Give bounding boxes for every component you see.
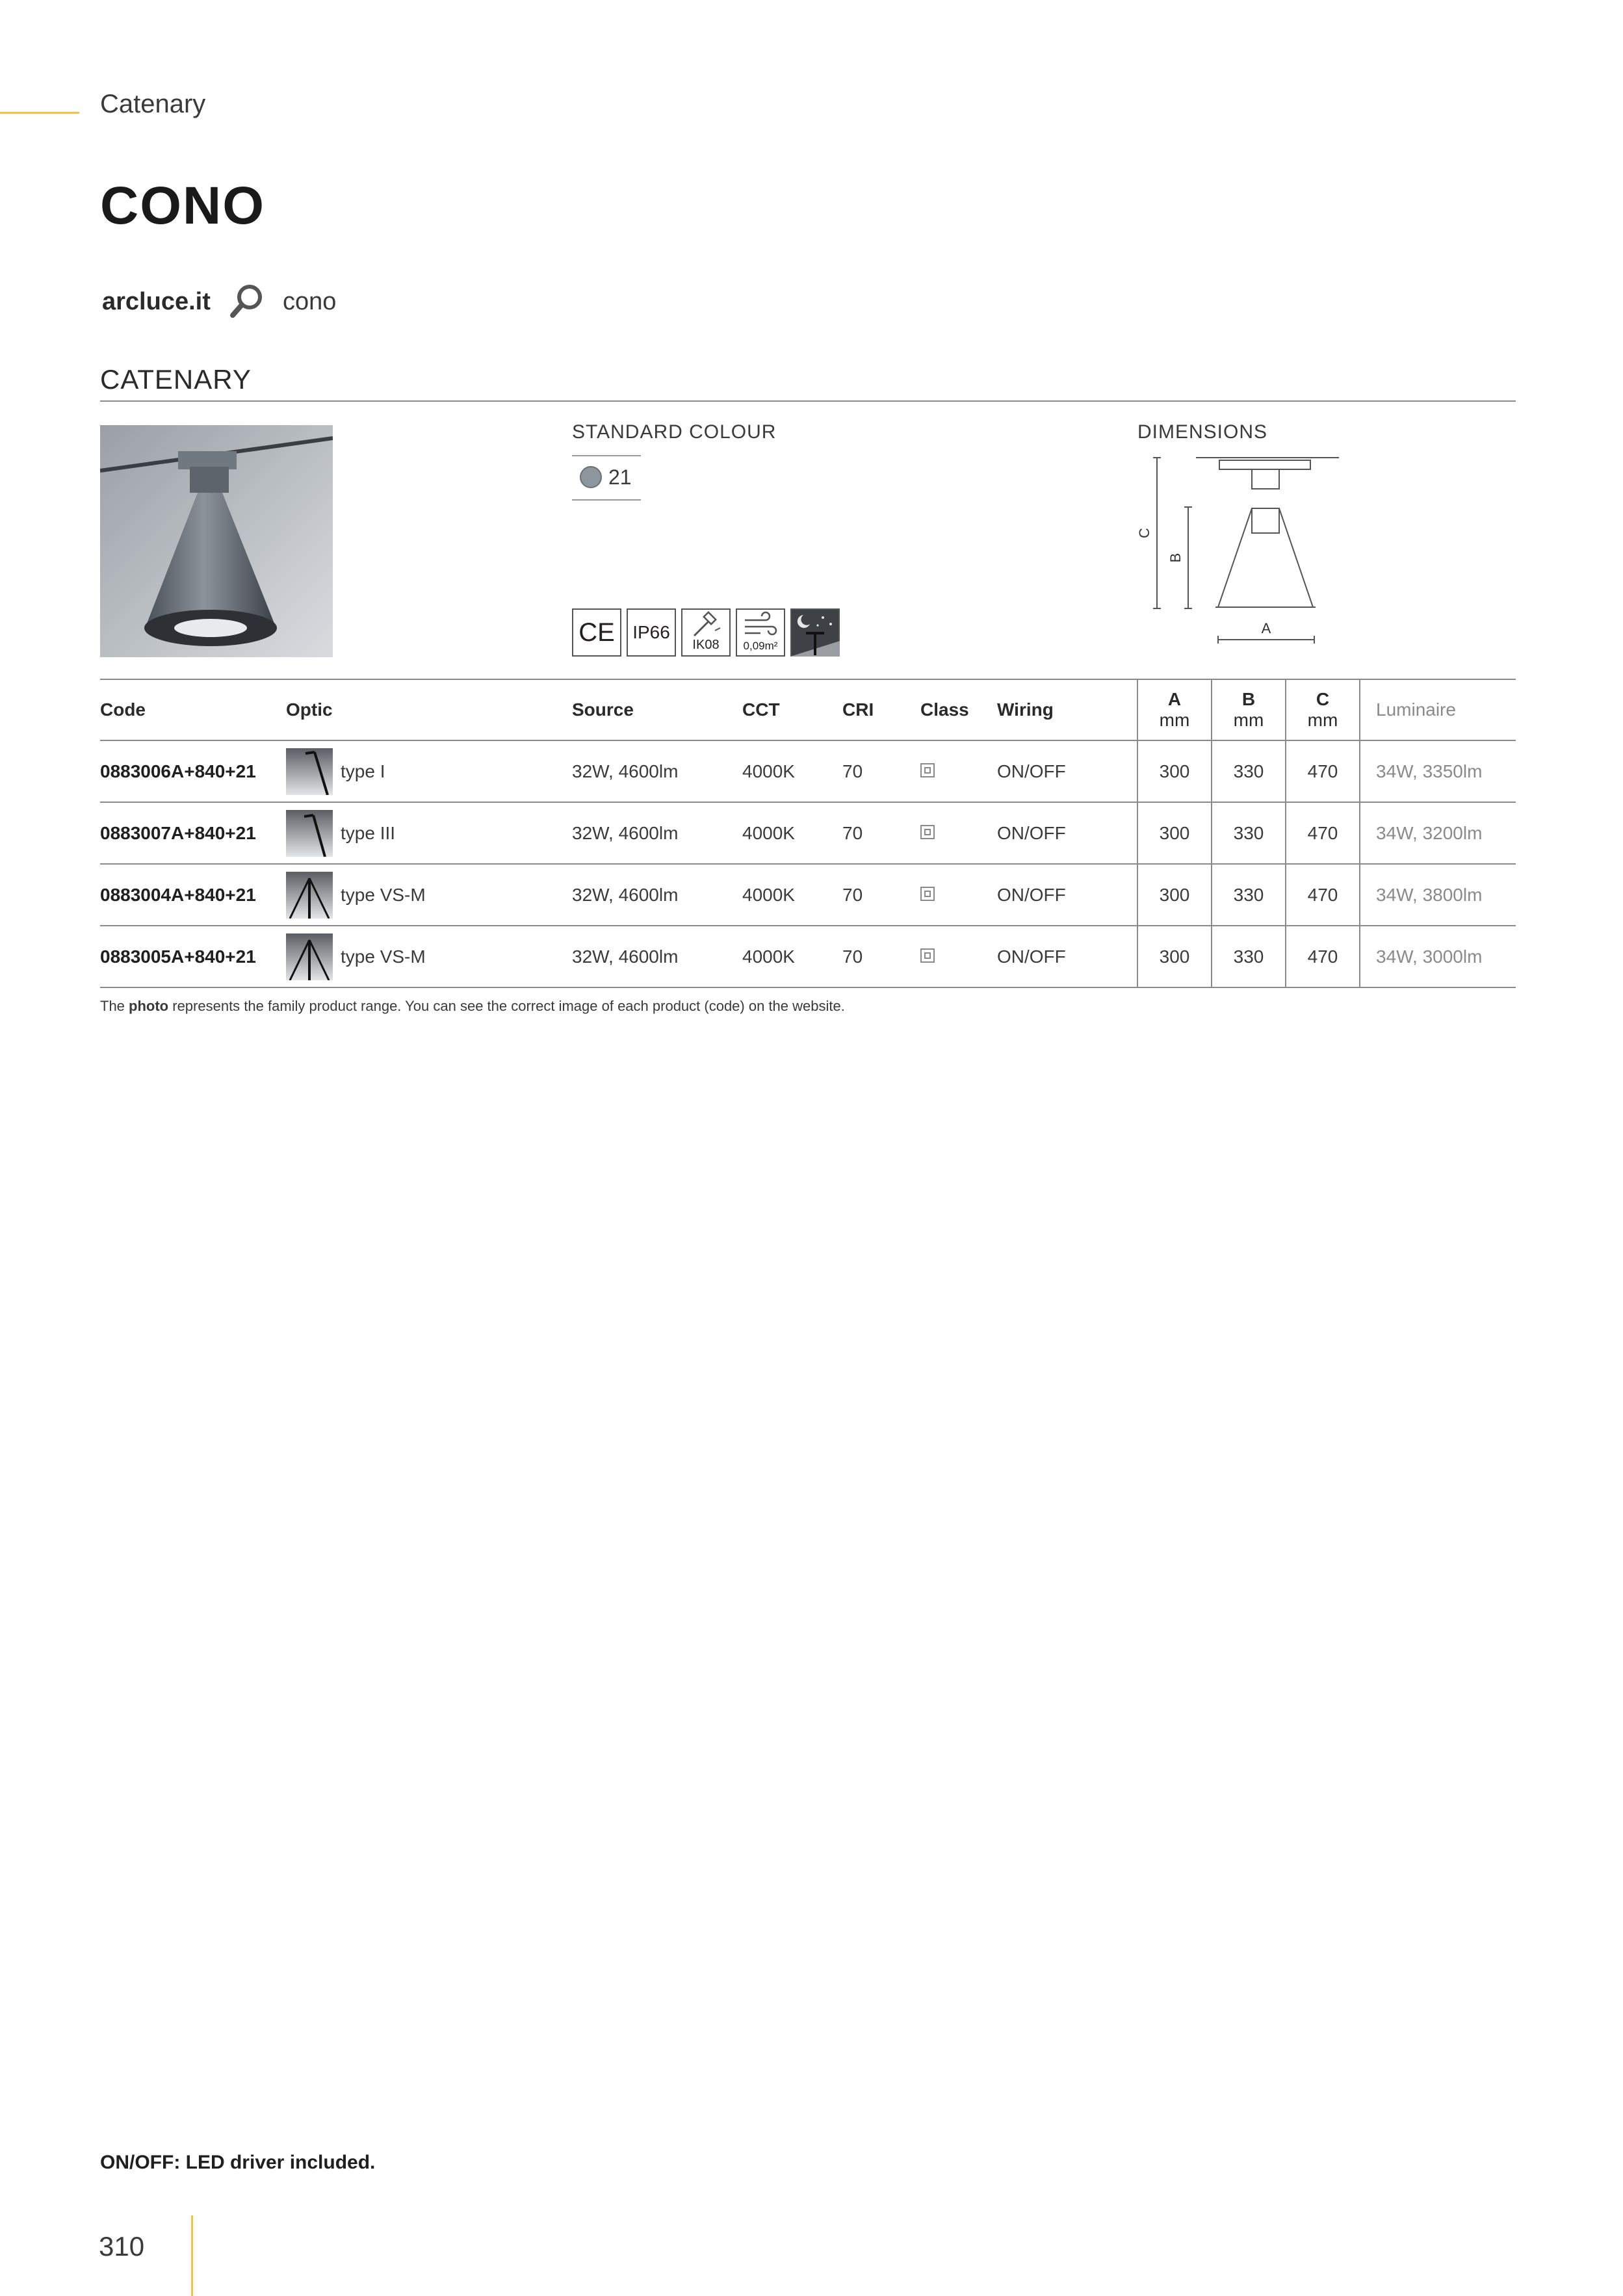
- header-wiring: Wiring: [997, 699, 1054, 720]
- section-title: CATENARY: [100, 364, 252, 395]
- header-b: [1212, 679, 1286, 740]
- footer-accent-line: [191, 2215, 193, 2296]
- dim-c-cell: 470: [1286, 926, 1360, 987]
- wiring-cell: ON/OFF: [997, 822, 1066, 843]
- dim-c-cell: 470: [1286, 802, 1360, 864]
- category-label: Catenary: [100, 90, 206, 118]
- dim-a-cell: 300: [1137, 926, 1212, 987]
- dim-c-cell: 470: [1286, 740, 1360, 802]
- optic-type-vs-m-icon: [286, 933, 333, 980]
- dim-a-cell: 300: [1137, 740, 1212, 802]
- dim-b-cell: 330: [1212, 740, 1286, 802]
- class-ii-icon: [920, 763, 935, 777]
- wind-area-icon: [736, 608, 785, 657]
- optic-cell: [286, 740, 572, 802]
- cct-cell: 4000K: [742, 884, 795, 905]
- optic-label: type VS-M: [341, 946, 426, 967]
- class-cell: [920, 926, 997, 987]
- optic-type-vs-m-icon: [286, 872, 333, 919]
- cri-cell: 70: [842, 946, 863, 967]
- optic-label: type III: [341, 822, 396, 843]
- cri-cell: 70: [842, 884, 863, 905]
- optic-label: type VS-M: [341, 884, 426, 905]
- luminaire-cell: 34W, 3800lm: [1360, 864, 1516, 926]
- search-icon[interactable]: [229, 283, 265, 319]
- header-a-unit: mm: [1159, 710, 1190, 730]
- header-a: [1137, 679, 1212, 740]
- dimensions-title: DIMENSIONS: [1137, 421, 1268, 443]
- cct-cell: 4000K: [742, 761, 795, 781]
- cri-cell: 70: [842, 822, 863, 843]
- class-ii-icon: [920, 825, 935, 839]
- header-class: Class: [920, 699, 969, 720]
- class-cell: [920, 740, 997, 802]
- product-photo: [100, 425, 333, 657]
- class-cell: [920, 864, 997, 926]
- wiring-cell: ON/OFF: [997, 946, 1066, 967]
- header-a-label: A: [1167, 688, 1182, 709]
- website-link[interactable]: arcluce.it: [102, 288, 211, 315]
- class-ii-icon: [920, 887, 935, 901]
- header-cri: CRI: [842, 699, 874, 720]
- product-code[interactable]: 0883007A+840+21: [100, 822, 256, 843]
- header-cct: CCT: [742, 699, 780, 720]
- cri-cell: 70: [842, 761, 863, 781]
- ip-rating-badge: IP66: [627, 608, 676, 657]
- header-accent-line: [0, 112, 79, 114]
- optic-label: type I: [341, 761, 385, 781]
- dark-sky-icon: [790, 608, 840, 657]
- cct-cell: 4000K: [742, 946, 795, 967]
- cct-cell: 4000K: [742, 822, 795, 843]
- spec-table: [100, 679, 1516, 988]
- luminaire-cell: 34W, 3200lm: [1360, 802, 1516, 864]
- wiring-cell: ON/OFF: [997, 884, 1066, 905]
- header-luminaire: Luminaire: [1360, 679, 1516, 740]
- header-code: Code: [100, 699, 146, 720]
- header-source: Source: [572, 699, 634, 720]
- source-cell: 32W, 4600lm: [572, 946, 679, 967]
- wind-icon: [737, 611, 784, 642]
- source-cell: 32W, 4600lm: [572, 884, 679, 905]
- optic-type-i-icon: [286, 748, 333, 795]
- table-header-row: [100, 679, 1516, 740]
- photo-note: [100, 998, 845, 1015]
- table-row: [100, 740, 1516, 802]
- dim-b-cell: 330: [1212, 926, 1286, 987]
- luminaire-cell: 34W, 3350lm: [1360, 740, 1516, 802]
- luminaire-cell: 34W, 3000lm: [1360, 926, 1516, 987]
- dimension-drawing: [1131, 449, 1345, 644]
- header-optic: Optic: [286, 699, 333, 720]
- table-row: [100, 864, 1516, 926]
- header-b-unit: mm: [1233, 710, 1264, 730]
- ce-mark-icon: CE: [572, 608, 621, 657]
- product-code[interactable]: 0883005A+840+21: [100, 946, 256, 967]
- dimension-label-b: B: [1167, 553, 1184, 563]
- optic-cell: [286, 864, 572, 926]
- source-cell: 32W, 4600lm: [572, 822, 679, 843]
- dim-c-cell: 470: [1286, 864, 1360, 926]
- optic-cell: [286, 926, 572, 987]
- optic-type-iii-icon: [286, 810, 333, 857]
- header-c-unit: mm: [1307, 710, 1338, 730]
- dim-b-cell: 330: [1212, 802, 1286, 864]
- wind-area-label: 0,09m²: [743, 640, 778, 652]
- search-term: cono: [283, 288, 337, 315]
- table-row: [100, 802, 1516, 864]
- dimension-label-c: C: [1136, 528, 1152, 538]
- ik-rating-label: IK08: [692, 638, 720, 652]
- standard-colour-title: STANDARD COLOUR: [572, 421, 777, 443]
- optic-cell: [286, 802, 572, 864]
- class-cell: [920, 802, 997, 864]
- table-row: [100, 926, 1516, 987]
- dim-a-cell: 300: [1137, 864, 1212, 926]
- ik-rating-icon: [681, 608, 731, 657]
- colour-swatch: [580, 466, 602, 488]
- product-title: CONO: [100, 176, 265, 235]
- dim-a-cell: 300: [1137, 802, 1212, 864]
- header-c: [1286, 679, 1360, 740]
- photo-note-bold: photo: [129, 998, 169, 1014]
- wiring-footnote: ON/OFF: LED driver included.: [100, 2152, 376, 2173]
- class-ii-icon: [920, 948, 935, 963]
- dimension-label-a: A: [1261, 620, 1271, 636]
- header-b-label: B: [1241, 688, 1256, 709]
- wiring-cell: ON/OFF: [997, 761, 1066, 781]
- page-number: 310: [99, 2231, 145, 2262]
- product-code[interactable]: 0883004A+840+21: [100, 884, 256, 905]
- section-divider: [100, 400, 1516, 402]
- header-c-label: C: [1316, 688, 1330, 709]
- product-code[interactable]: 0883006A+840+21: [100, 761, 256, 781]
- source-cell: 32W, 4600lm: [572, 761, 679, 781]
- colour-code: 21: [608, 465, 632, 489]
- photo-note-suffix: represents the family product range. You can see the correct image of each product (code) on the website.: [168, 998, 845, 1014]
- dim-b-cell: 330: [1212, 864, 1286, 926]
- photo-note-prefix: The: [100, 998, 129, 1014]
